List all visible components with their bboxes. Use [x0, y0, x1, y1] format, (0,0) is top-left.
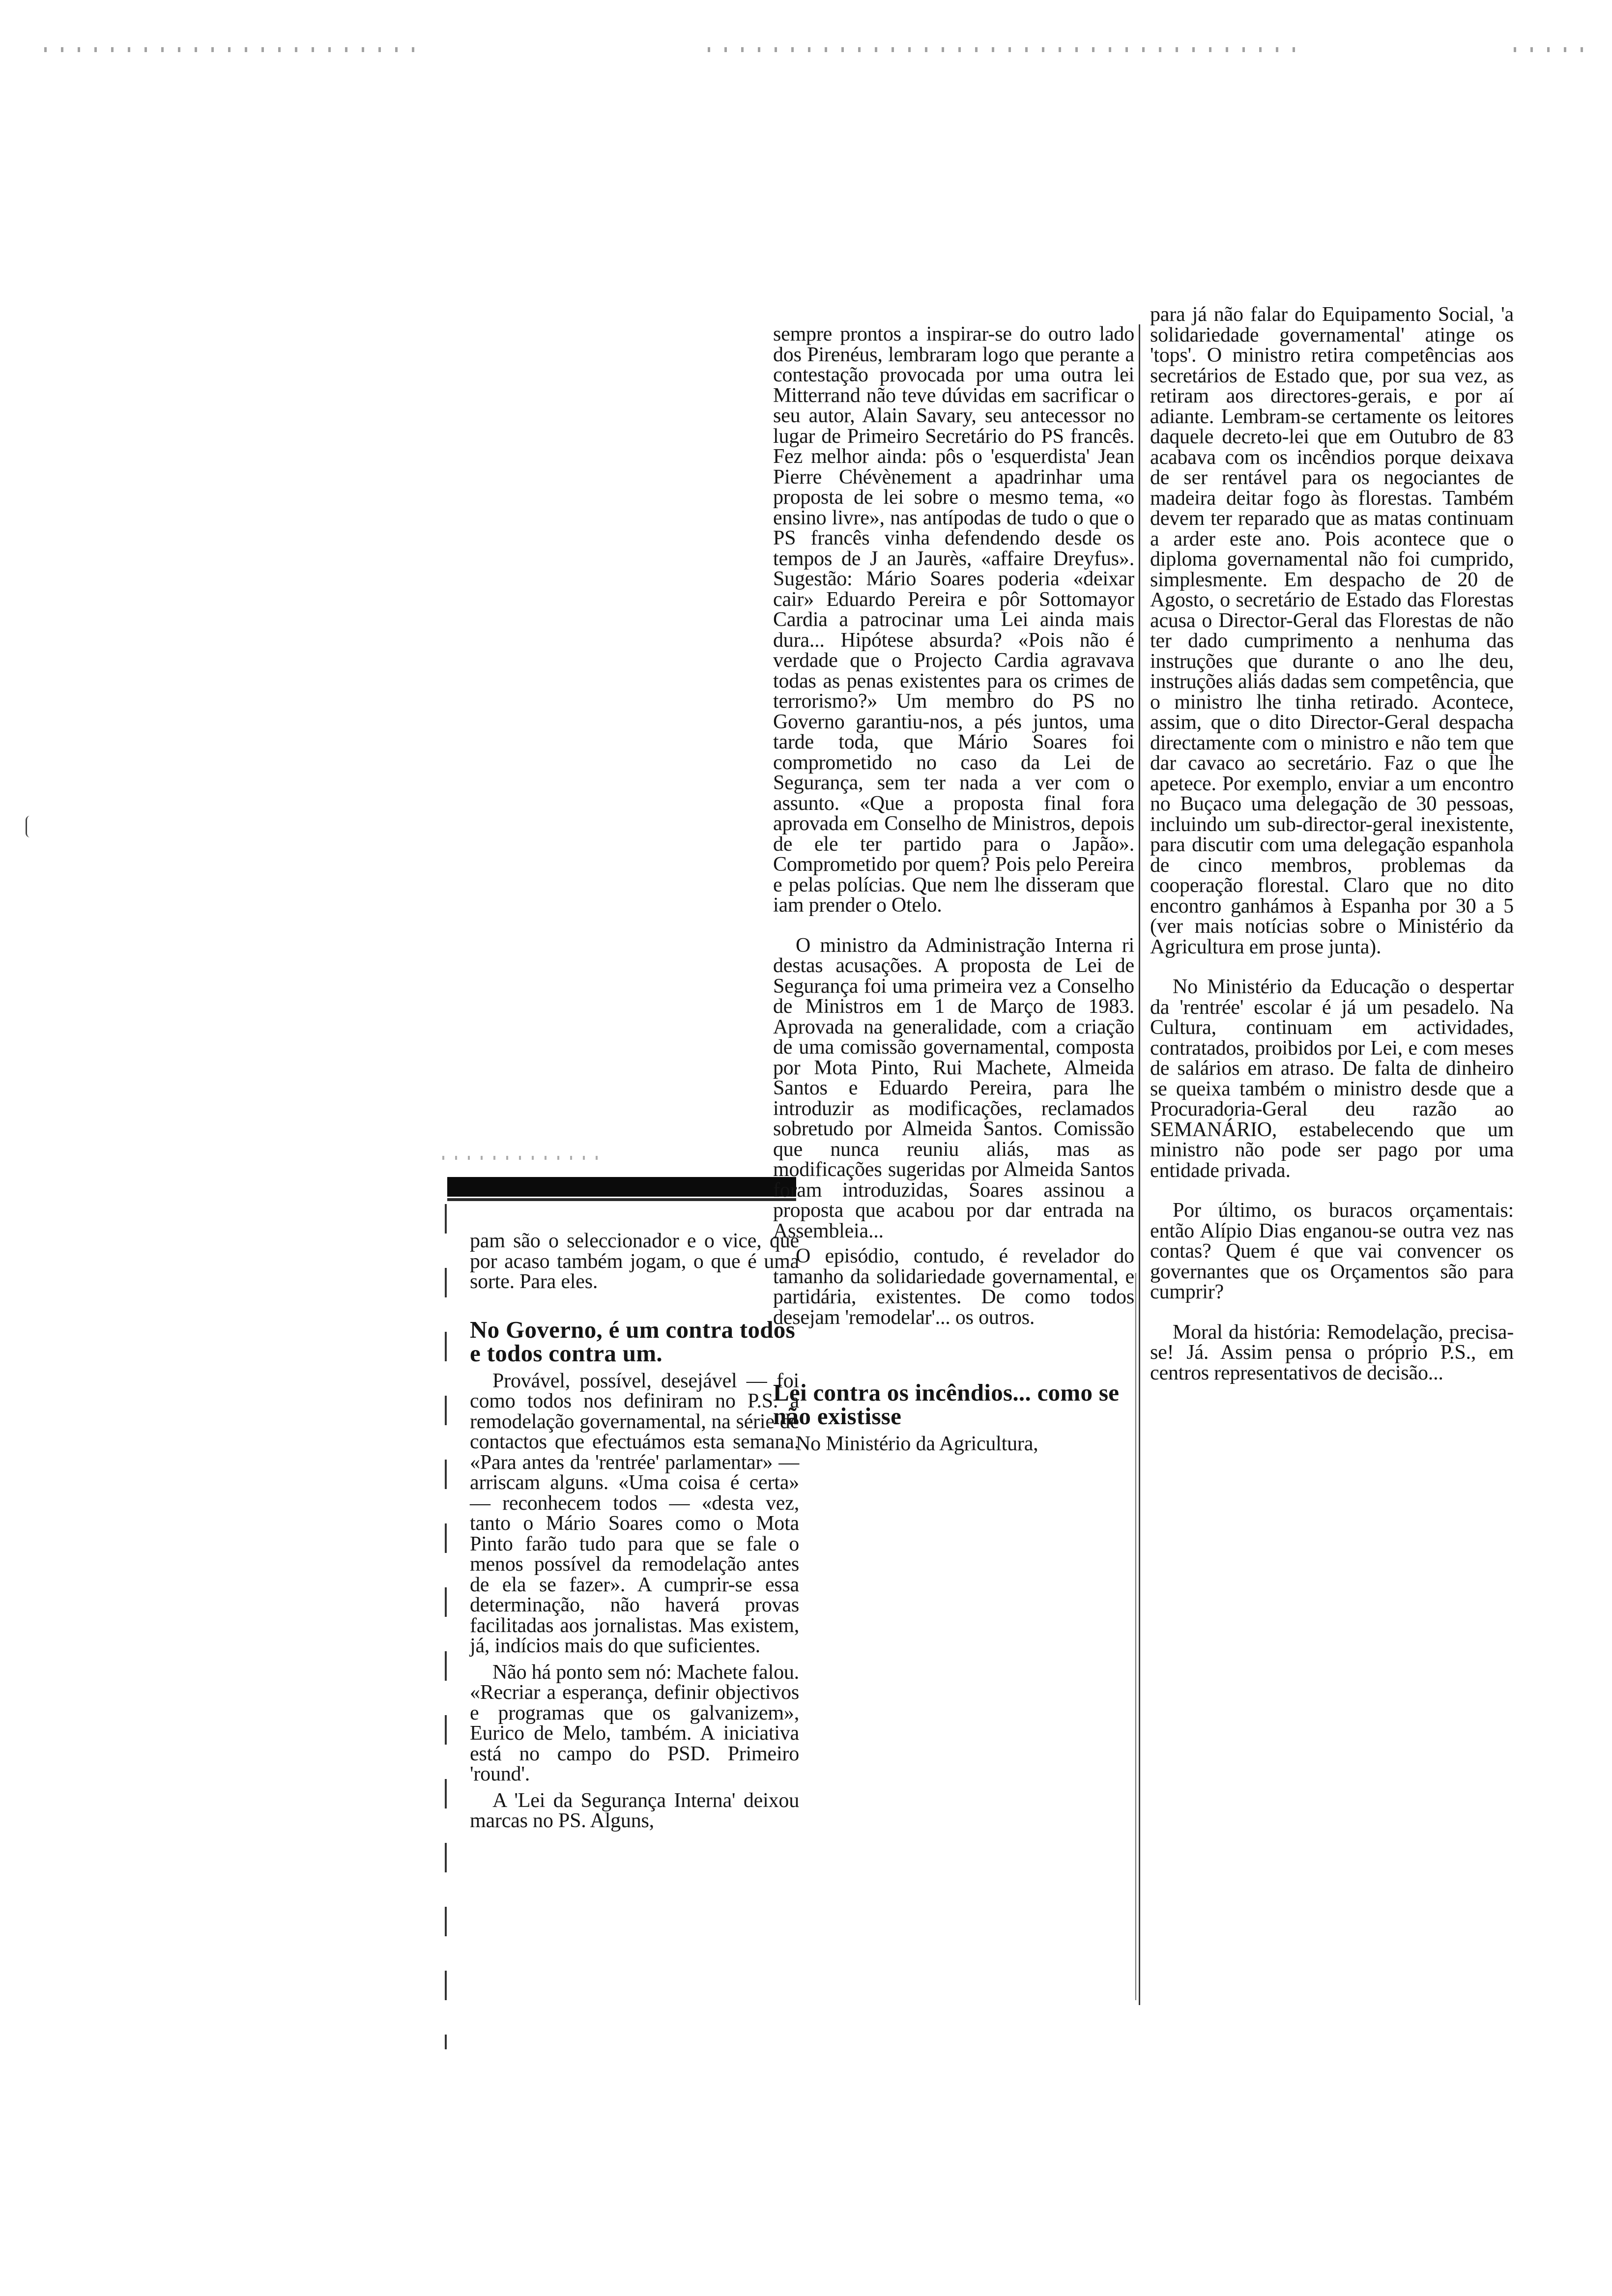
scan-margin-mark — [26, 816, 30, 837]
column-text: pam são o seleccionador e o vice, que por acaso também jogam, o que é uma sorte. Para eles. — [470, 1230, 799, 1293]
column-text: A 'Lei da Segurança Interna' deixou marcas no PS. Alguns, — [470, 1789, 799, 1832]
column-text: para já não falar do Equipamento Social, 'a solidariedade governamental' atinge os 'tops'. O ministro retira competências aos secretários de Estado que, por sua vez, as retiram aos directores-gerais, e por aí adiante. Lembram-se certamente os leitores daquele decreto-lei que em Outubro de 83 acabava com os incêndios porque deixava de ser rentável para os negociantes de madeira deitar fogo às florestas. Também devem ter reparado que as matas continuam a arder este ano. Pois acontece que o diploma governamental não foi cumprido, simplesmente. Em despacho de 20 de Agosto, o secretário de Estado das Florestas acusa o Director-Geral das Florestas de não ter dado cumprimento a nenhuma das instruções que durante o ano lhe deu, instruções aliás dadas sem competência, que o ministro lhe tinha retirado. Acontece, assim, que o dito Director-Geral despacha directamente com o ministro e não tem que dar cavaco ao secretário. Faz o que lhe apetece. Por exemplo, enviar a um encontro no Buçaco uma delegação de 30 pessoas, incluindo um sub-director-geral inexistente, para discutir com uma delegação espanhola de cinco membros, problemas da cooperação florestal. Claro que no dito encontro ganhámos à Espanha por 30 a 5 (ver mais notícias sobre o Ministério da Agricultura em prose junta). — [1150, 303, 1514, 958]
scan-noise-top-right — [1514, 47, 1597, 52]
section-headline: Lei contra os incêndios... como se não existisse — [773, 1379, 1120, 1430]
article-column-right — [1150, 305, 1514, 1383]
column-text: Provável, possível, desejável — foi como todos nos definiram no P.S. a remodelação governamental, na série de contactos que efectuámos esta semana. «Para antes da 'rentrée' parlamentar» — arriscam alguns. «Uma coisa é certa» — reconhecem todos — «desta vez, tanto o Mário Soares como o Mota Pinto farão tudo para que se fale o menos possível da remodelação antes de ela se fazer». A cumprir-se essa determinação, não haverá provas facilitadas aos jornalistas. Mas existem, já, indícios mais do que suficientes. — [470, 1369, 799, 1657]
scan-specks — [442, 1156, 604, 1160]
column-text: Por último, os buracos orçamentais: então Alípio Dias enganou-se outra vez nas contas? Quem é que vai convencer os governantes que os Orçamentos são para cumprir? — [1150, 1199, 1514, 1303]
scan-noise-top-left — [44, 47, 418, 52]
section-rule-thin — [447, 1198, 796, 1201]
article-column-middle — [773, 324, 1134, 1455]
column-text: O ministro da Administração Interna ri destas acusações. A proposta de Lei de Segurança foi uma primeira vez a Conselho de Ministros em 1 de Março de 1983. Aprovada na generalidade, com a criação de uma comissão governamental, composta por Mota Pinto, Rui Machete, Almeida Santos e Eduardo Pereira, para lhe introduzir as modificações, reclamados sobretudo por Almeida Santos. Comissão que nunca reuniu aliás, mas as modificações sugeridas por Almeida Santos foram introduzidas, Soares assinou a proposta que acabou por dar entrada na Assembleia... — [773, 934, 1134, 1242]
column-text: O episódio, contudo, é revelador do tamanho da solidariedade governamental, e partidária, existentes. De como todos desejam 'remodelar'... os outros. — [773, 1245, 1134, 1329]
scan-noise-top-center — [708, 47, 1297, 52]
column-text: No Ministério da Agricultura, — [796, 1433, 1038, 1455]
column-divider-left — [445, 1204, 447, 2049]
column-text: sempre prontos a inspirar-se do outro lado dos Pirenéus, lembraram logo que perante a contestação provocada por uma outra lei Mitterrand não teve dúvidas em sacrificar o seu autor, Alain Savary, seu antecessor no lugar de Primeiro Secretário do PS francês. Fez melhor ainda: pôs o 'esquerdista' Jean Pierre Chévènement a apadrinhar uma proposta de lei sobre o mesmo tema, «o ensino livre», nas antípodas de tudo o que o PS francês vinha defendendo desde os tempos de J an Jaurès, «affaire Dreyfus». Sugestão: Mário Soares poderia «deixar cair» Eduardo Pereira e pôr Sottomayor Cardia a patrocinar uma Lei ainda mais dura... Hipótese absurda? «Pois não é verdade que o Projecto Cardia agravava todas as penas existentes para os crimes de terrorismo?» Um membro do PS no Governo garantiu-nos, a pés juntos, uma tarde toda, que Mário Soares foi comprometido no caso da Lei de Segurança, sem ter nada a ver com o assunto. «Que a proposta final fora aprovada em Conselho de Ministros, depois de ele ter partido para o Japão». Comprometido por quem? Pois pelo Pereira e pelas polícias. Que nem lhe disseram que iam prender o Otelo. — [773, 323, 1134, 917]
section-headline: No Governo, é um contra todos e todos contra um. — [470, 1316, 795, 1367]
column-text: Não há ponto sem nó: Machete falou. «Recriar a esperança, definir objectivos e programas que os galvanizem», Eurico de Melo, também. A iniciativa está no campo do PSD. Primeiro 'round'. — [470, 1661, 799, 1785]
column-divider-right — [1135, 1273, 1136, 2000]
section-rule-thick — [447, 1177, 796, 1197]
column-text: No Ministério da Educação o despertar da 'rentrée' escolar é já um pesadelo. Na Cultura, continuam em actividades, contratados, proibidos por Lei, e com meses de salários em atraso. De falta de dinheiro se queixa também o ministro desde que a Procuradoria-Geral deu razão ao SEMANÁRIO, estabelecendo que um ministro não pode ser pago por uma entidade privada. — [1150, 976, 1514, 1182]
article-column-left — [470, 1231, 799, 1832]
column-divider-middle — [1139, 324, 1140, 2005]
column-text: Moral da história: Remodelação, precisa-se! Já. Assim pensa o próprio P.S., em centros representativos de decisão... — [1150, 1320, 1514, 1384]
